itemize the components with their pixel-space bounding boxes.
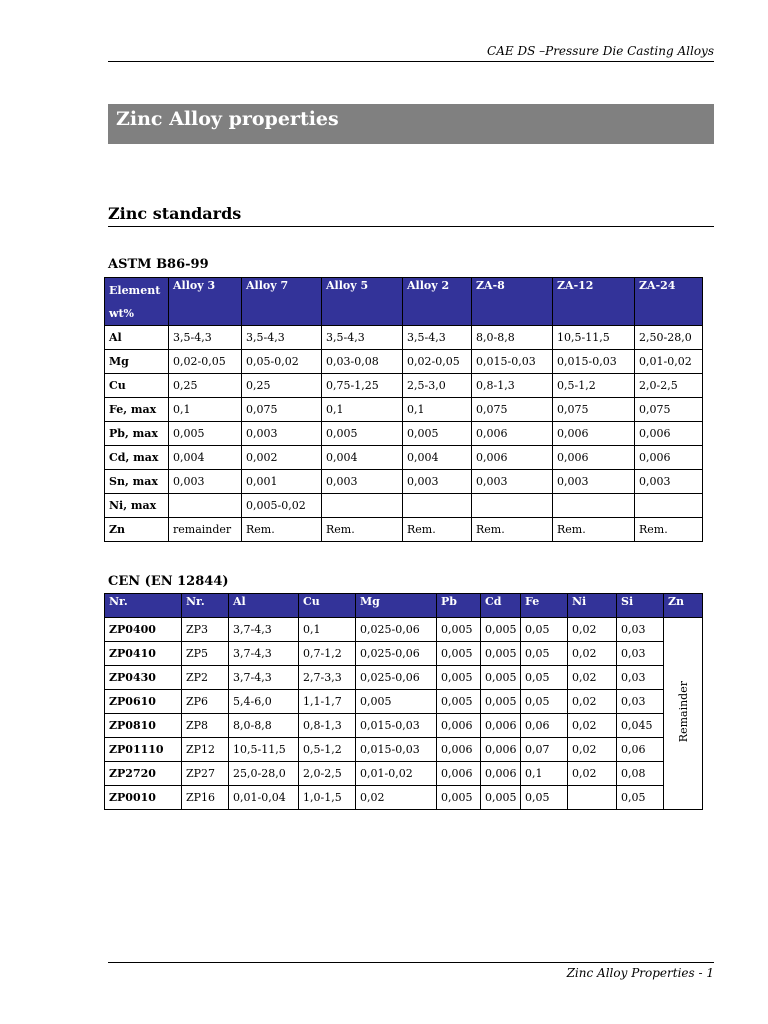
table-cell: 0,02 xyxy=(568,666,617,690)
zn-remainder-cell xyxy=(664,618,703,810)
cen-header-row xyxy=(105,594,703,618)
table-cell: 2,50-28,0 xyxy=(635,326,703,350)
row-header-cell: ZP0810 xyxy=(105,714,182,738)
cen-col-header: Al xyxy=(229,594,299,618)
table-row xyxy=(105,786,703,810)
table-cell: 0,25 xyxy=(169,374,242,398)
table-cell: 0,005 xyxy=(437,786,481,810)
table-cell: 2,0-2,5 xyxy=(635,374,703,398)
table-cell: 0,003 xyxy=(472,470,553,494)
table-cell: 0,005 xyxy=(481,642,521,666)
table-cell: 0,03-0,08 xyxy=(322,350,403,374)
table-cell: 0,015-0,03 xyxy=(553,350,635,374)
table-cell: 1,1-1,7 xyxy=(299,690,356,714)
table-cell: 0,005 xyxy=(481,666,521,690)
table-cell: 0,03 xyxy=(617,690,664,714)
cen-col-header: Nr. xyxy=(182,594,229,618)
table-cell: 0,004 xyxy=(169,446,242,470)
table-cell: ZP8 xyxy=(182,714,229,738)
table-cell: 3,7-4,3 xyxy=(229,618,299,642)
table-cell: 0,002 xyxy=(242,446,322,470)
cen-col-header: Fe xyxy=(521,594,568,618)
table-cell: ZP5 xyxy=(182,642,229,666)
table-cell: 0,02 xyxy=(568,642,617,666)
table-cell: 3,5-4,3 xyxy=(322,326,403,350)
row-header-cell: ZP0410 xyxy=(105,642,182,666)
table-cell: 0,075 xyxy=(635,398,703,422)
table-cell: 0,001 xyxy=(242,470,322,494)
table-cell: 0,015-0,03 xyxy=(356,714,437,738)
cen-col-header: Mg xyxy=(356,594,437,618)
astm-col-header: Alloy 7 xyxy=(242,278,322,326)
cen-col-header: Nr. xyxy=(105,594,182,618)
table-cell: 0,006 xyxy=(437,762,481,786)
astm-col-header: ZA-12 xyxy=(553,278,635,326)
table-row xyxy=(105,422,703,446)
table-cell: 0,03 xyxy=(617,666,664,690)
table-cell: 0,006 xyxy=(635,422,703,446)
table-row xyxy=(105,714,703,738)
running-header: CAE DS –Pressure Die Casting Alloys xyxy=(487,44,714,58)
row-header-cell: Cd, max xyxy=(105,446,169,470)
table-cell: 0,005 xyxy=(481,786,521,810)
row-header-cell: Fe, max xyxy=(105,398,169,422)
table-cell: 0,006 xyxy=(437,714,481,738)
footer-rule xyxy=(108,962,714,963)
row-header-cell: ZP0010 xyxy=(105,786,182,810)
table-cell: 5,4-6,0 xyxy=(229,690,299,714)
table-cell xyxy=(568,786,617,810)
cen-col-header: Cd xyxy=(481,594,521,618)
table-cell: 0,02-0,05 xyxy=(403,350,472,374)
table-cell: 0,05 xyxy=(521,786,568,810)
table-cell: 0,005 xyxy=(322,422,403,446)
astm-caption: ASTM B86-99 xyxy=(108,257,209,272)
table-cell: 0,015-0,03 xyxy=(356,738,437,762)
table-cell: 0,075 xyxy=(472,398,553,422)
table-cell: ZP16 xyxy=(182,786,229,810)
astm-table xyxy=(104,277,703,542)
table-cell: ZP27 xyxy=(182,762,229,786)
table-cell: 0,004 xyxy=(403,446,472,470)
table-row xyxy=(105,398,703,422)
table-cell: 0,05 xyxy=(521,618,568,642)
table-cell: 3,5-4,3 xyxy=(242,326,322,350)
table-cell: 0,03 xyxy=(617,618,664,642)
table-cell: 0,25 xyxy=(242,374,322,398)
table-cell: 0,075 xyxy=(553,398,635,422)
table-cell: 0,02-0,05 xyxy=(169,350,242,374)
table-cell: 0,005 xyxy=(356,690,437,714)
astm-col-header: Alloy 5 xyxy=(322,278,403,326)
table-cell: 0,006 xyxy=(481,762,521,786)
cen-caption: CEN (EN 12844) xyxy=(108,574,229,589)
page-title: Zinc Alloy properties xyxy=(108,104,714,144)
zn-remainder-label: Remainder xyxy=(676,681,690,743)
table-cell: 0,7-1,2 xyxy=(299,642,356,666)
table-cell: 0,07 xyxy=(521,738,568,762)
table-cell: 3,7-4,3 xyxy=(229,642,299,666)
table-cell: 0,01-0,02 xyxy=(356,762,437,786)
table-cell: 0,025-0,06 xyxy=(356,618,437,642)
table-cell: 0,1 xyxy=(322,398,403,422)
table-cell: ZP2 xyxy=(182,666,229,690)
table-cell: 0,1 xyxy=(521,762,568,786)
table-row xyxy=(105,446,703,470)
table-cell: 0,025-0,06 xyxy=(356,642,437,666)
table-cell xyxy=(322,494,403,518)
table-cell: Rem. xyxy=(322,518,403,542)
table-cell: 0,5-1,2 xyxy=(299,738,356,762)
table-cell: 0,003 xyxy=(635,470,703,494)
table-cell: 0,02 xyxy=(568,618,617,642)
running-footer: Zinc Alloy Properties - 1 xyxy=(566,966,714,980)
table-cell: 0,8-1,3 xyxy=(472,374,553,398)
table-cell: 0,05 xyxy=(521,690,568,714)
cen-col-header: Si xyxy=(617,594,664,618)
table-cell: Rem. xyxy=(242,518,322,542)
table-cell: 0,006 xyxy=(553,422,635,446)
table-row xyxy=(105,642,703,666)
table-cell: 3,5-4,3 xyxy=(403,326,472,350)
table-row xyxy=(105,666,703,690)
table-cell: 0,1 xyxy=(299,618,356,642)
table-cell xyxy=(403,494,472,518)
cen-body xyxy=(105,618,703,810)
header-rule xyxy=(108,61,714,62)
table-cell: 0,05 xyxy=(521,666,568,690)
table-row xyxy=(105,374,703,398)
row-header-cell: Mg xyxy=(105,350,169,374)
row-header-cell: Ni, max xyxy=(105,494,169,518)
table-cell: 0,02 xyxy=(568,762,617,786)
table-cell: 0,02 xyxy=(568,738,617,762)
table-cell: 3,5-4,3 xyxy=(169,326,242,350)
table-cell: 0,025-0,06 xyxy=(356,666,437,690)
table-cell: Rem. xyxy=(553,518,635,542)
astm-col-header: Alloy 2 xyxy=(403,278,472,326)
table-cell: 0,005 xyxy=(437,618,481,642)
table-cell: 0,02 xyxy=(568,714,617,738)
table-cell: 0,006 xyxy=(481,738,521,762)
table-cell: 0,05 xyxy=(521,642,568,666)
table-cell: 2,0-2,5 xyxy=(299,762,356,786)
astm-col-header: Alloy 3 xyxy=(169,278,242,326)
row-header-cell: ZP0610 xyxy=(105,690,182,714)
table-cell: 0,03 xyxy=(617,642,664,666)
table-cell: 0,005-0,02 xyxy=(242,494,322,518)
table-row xyxy=(105,494,703,518)
table-cell: 0,08 xyxy=(617,762,664,786)
table-row xyxy=(105,738,703,762)
table-cell: 0,8-1,3 xyxy=(299,714,356,738)
table-cell: 0,003 xyxy=(403,470,472,494)
table-cell: remainder xyxy=(169,518,242,542)
table-cell: 0,06 xyxy=(617,738,664,762)
table-cell: 0,1 xyxy=(403,398,472,422)
table-cell: 0,003 xyxy=(322,470,403,494)
astm-header-unit-label: wt% xyxy=(109,307,135,320)
table-cell: ZP6 xyxy=(182,690,229,714)
table-cell: 10,5-11,5 xyxy=(553,326,635,350)
table-cell: 0,02 xyxy=(568,690,617,714)
table-cell: 8,0-8,8 xyxy=(472,326,553,350)
table-cell: 0,015-0,03 xyxy=(472,350,553,374)
cen-col-header: Zn xyxy=(664,594,703,618)
table-row xyxy=(105,326,703,350)
table-cell: Rem. xyxy=(472,518,553,542)
table-cell: 25,0-28,0 xyxy=(229,762,299,786)
table-cell: 0,006 xyxy=(481,714,521,738)
table-cell: 0,006 xyxy=(437,738,481,762)
table-cell: 0,003 xyxy=(169,470,242,494)
table-cell: 0,06 xyxy=(521,714,568,738)
table-row xyxy=(105,690,703,714)
cen-table xyxy=(104,593,703,810)
row-header-cell: ZP01110 xyxy=(105,738,182,762)
table-cell: ZP3 xyxy=(182,618,229,642)
row-header-cell: ZP0430 xyxy=(105,666,182,690)
table-cell: 0,75-1,25 xyxy=(322,374,403,398)
table-cell: 0,075 xyxy=(242,398,322,422)
row-header-cell: ZP0400 xyxy=(105,618,182,642)
table-cell: 0,005 xyxy=(481,690,521,714)
table-cell xyxy=(169,494,242,518)
astm-col-header: ZA-8 xyxy=(472,278,553,326)
section-heading: Zinc standards xyxy=(108,204,714,227)
table-cell: 0,02 xyxy=(356,786,437,810)
table-cell: 0,006 xyxy=(472,422,553,446)
table-cell: 0,005 xyxy=(403,422,472,446)
table-cell: 0,004 xyxy=(322,446,403,470)
row-header-cell: Zn xyxy=(105,518,169,542)
table-cell: 3,7-4,3 xyxy=(229,666,299,690)
table-cell: 0,006 xyxy=(472,446,553,470)
table-cell: 2,5-3,0 xyxy=(403,374,472,398)
table-cell xyxy=(635,494,703,518)
table-cell: ZP12 xyxy=(182,738,229,762)
table-cell: 0,003 xyxy=(553,470,635,494)
cen-col-header: Cu xyxy=(299,594,356,618)
row-header-cell: Cu xyxy=(105,374,169,398)
table-cell xyxy=(472,494,553,518)
table-row xyxy=(105,762,703,786)
table-cell: 0,01-0,02 xyxy=(635,350,703,374)
table-cell: 0,006 xyxy=(553,446,635,470)
table-cell xyxy=(553,494,635,518)
table-cell: Rem. xyxy=(403,518,472,542)
astm-header-row xyxy=(105,278,703,326)
table-cell: Rem. xyxy=(635,518,703,542)
astm-body xyxy=(105,326,703,542)
table-row xyxy=(105,350,703,374)
table-row xyxy=(105,518,703,542)
row-header-cell: Sn, max xyxy=(105,470,169,494)
table-cell: 0,005 xyxy=(437,642,481,666)
table-cell: 0,1 xyxy=(169,398,242,422)
table-cell: 0,5-1,2 xyxy=(553,374,635,398)
table-cell: 0,005 xyxy=(437,690,481,714)
table-cell: 8,0-8,8 xyxy=(229,714,299,738)
table-cell: 0,045 xyxy=(617,714,664,738)
table-cell: 0,003 xyxy=(242,422,322,446)
table-cell: 0,006 xyxy=(635,446,703,470)
table-cell: 10,5-11,5 xyxy=(229,738,299,762)
table-cell: 2,7-3,3 xyxy=(299,666,356,690)
table-row xyxy=(105,618,703,642)
row-header-cell: ZP2720 xyxy=(105,762,182,786)
table-cell: 0,01-0,04 xyxy=(229,786,299,810)
cen-col-header: Ni xyxy=(568,594,617,618)
table-cell: 0,005 xyxy=(437,666,481,690)
table-cell: 0,005 xyxy=(481,618,521,642)
table-cell: 0,005 xyxy=(169,422,242,446)
astm-header-element-label: Element xyxy=(109,284,161,297)
table-cell: 0,05-0,02 xyxy=(242,350,322,374)
table-row xyxy=(105,470,703,494)
row-header-cell: Pb, max xyxy=(105,422,169,446)
row-header-cell: Al xyxy=(105,326,169,350)
table-cell: 0,05 xyxy=(617,786,664,810)
astm-col-header: ZA-24 xyxy=(635,278,703,326)
cen-col-header: Pb xyxy=(437,594,481,618)
astm-header-element xyxy=(105,278,169,326)
table-cell: 1,0-1,5 xyxy=(299,786,356,810)
